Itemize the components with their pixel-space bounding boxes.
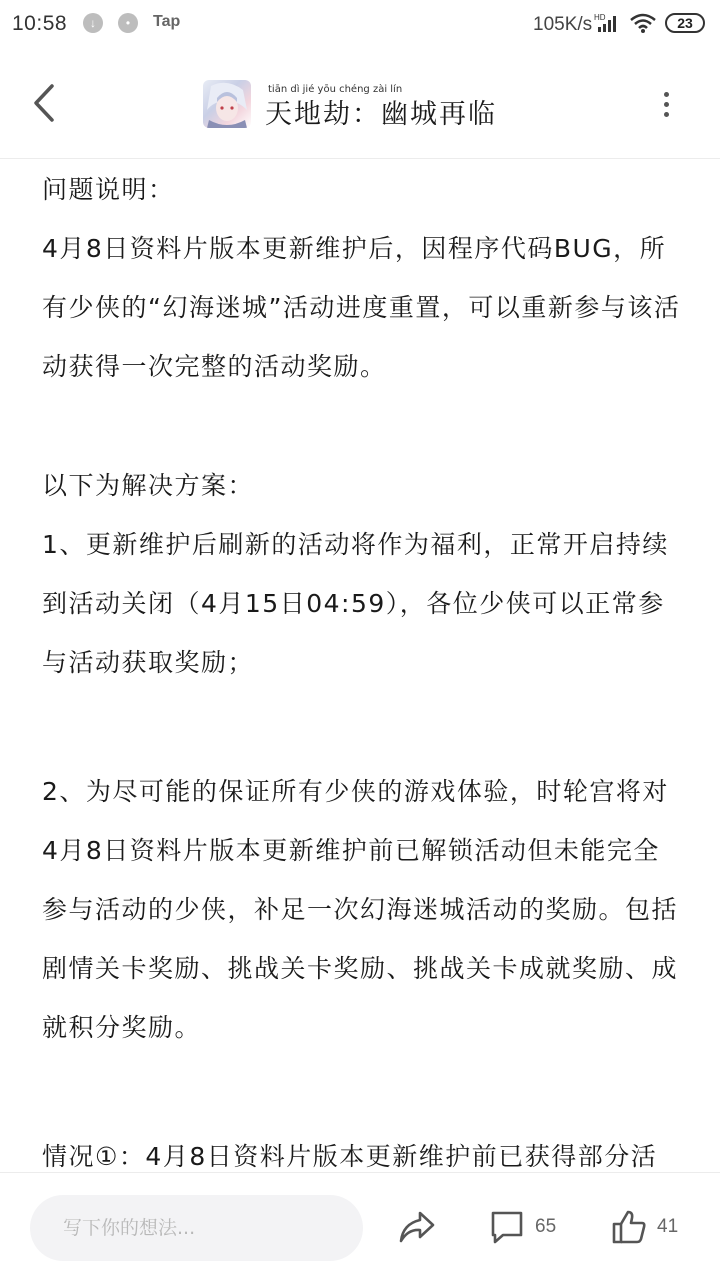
bottom-action-bar: [0, 1172, 720, 1281]
cell-signal-icon: [594, 12, 622, 40]
battery-indicator: 23: [665, 13, 705, 33]
chevron-left-icon: [24, 80, 64, 126]
share-button[interactable]: [398, 1209, 436, 1245]
dot-icon: [664, 102, 669, 107]
thumbs-up-icon: [611, 1209, 647, 1245]
header-title-pinyin: tiān dì jié yōu chéng zài lín: [268, 84, 403, 95]
section-heading-solution: 以下为解决方案：: [42, 471, 255, 500]
game-avatar[interactable]: [203, 80, 251, 128]
dot-icon: [664, 92, 669, 97]
more-options-button[interactable]: [656, 92, 676, 122]
section-heading-problem: 问题说明：: [42, 175, 175, 204]
comment-icon: [489, 1209, 525, 1245]
comment-count: 65: [535, 1216, 557, 1237]
app-notification-icon: •: [118, 13, 138, 33]
share-icon: [398, 1209, 436, 1245]
download-notification-icon: ↓: [83, 13, 103, 33]
solution-item-2: 2、为尽可能的保证所有少侠的游戏体验，时轮宫将对4月8日资料片版本更新维护前已解锁活动但未能完全参与活动的少侠，补足一次幻海迷城活动的奖励。包括剧情关卡奖励、挑战关卡奖励、挑战关卡成就奖励、成就积分奖励。: [42, 777, 679, 1042]
status-time: 10:58: [12, 12, 68, 35]
comment-button[interactable]: [489, 1209, 556, 1245]
back-button[interactable]: [24, 80, 64, 126]
dot-icon: [664, 112, 669, 117]
network-speed: 105K/s: [533, 14, 593, 35]
comment-input[interactable]: 写下你的想法...: [30, 1195, 363, 1261]
like-count: 41: [657, 1216, 679, 1237]
case-1-heading: 情况①：4月8日资料片版本更新维护前已获得部分活: [42, 1142, 658, 1171]
app-header: [0, 48, 720, 159]
status-bar: [0, 0, 720, 48]
article-body: [42, 160, 682, 1172]
tap-app-label: Tap: [153, 13, 181, 30]
wifi-icon: [629, 12, 657, 40]
problem-description: 4月8日资料片版本更新维护后，因程序代码BUG，所有少侠的“幻海迷城”活动进度重置，可以重新参与该活动获得一次完整的活动奖励。: [42, 234, 681, 381]
network-type-label: HD: [594, 13, 606, 22]
like-button[interactable]: [611, 1209, 678, 1245]
solution-item-1: 1、更新维护后刷新的活动将作为福利，正常开启持续到活动关闭（4月15日04:59），各位少侠可以正常参与活动获取奖励；: [42, 530, 669, 677]
page-title: 天地劫：幽城再临: [265, 99, 497, 130]
